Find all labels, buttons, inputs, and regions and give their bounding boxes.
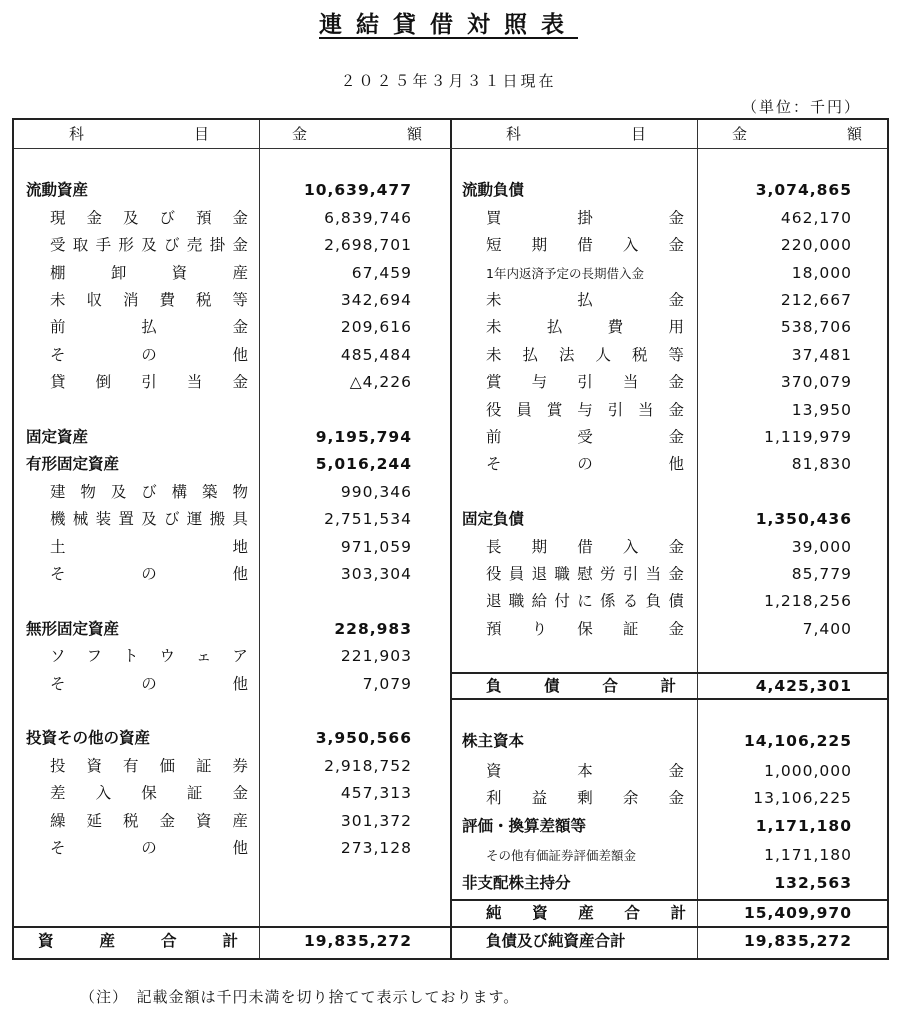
liability-amount: 37,481 [791, 345, 852, 364]
asset-amount: △4,226 [349, 373, 412, 392]
liability-amount: 85,779 [791, 565, 852, 583]
liability-item-name: 賞 与 引 当 金 [486, 373, 684, 392]
asset-amount: 2,918,752 [324, 756, 412, 775]
liability-amount: 1,218,256 [764, 592, 852, 611]
asset-amount: 971,059 [340, 537, 412, 556]
asset-item-name: ソ フ ト ウ ェ ア [50, 647, 248, 666]
liability-amount: 39,000 [791, 537, 852, 556]
liability-item-name: 負債及び純資産合計 [486, 932, 626, 950]
asset-item-name: 流動資産 [26, 181, 89, 200]
asset-item-name: 建 物 及 び 構 築 物 [50, 482, 248, 501]
asset-amount: 301,372 [340, 811, 412, 830]
liability-item-name: 固定負債 [462, 510, 525, 529]
asset-item-name: 有形固定資産 [26, 455, 120, 474]
liability-amount: 15,409,970 [743, 904, 852, 922]
liability-item-name: 純 資 産 合 計 [486, 904, 686, 922]
liability-amount: 4,425,301 [755, 677, 852, 695]
asset-amount: 67,459 [351, 263, 412, 282]
column-divider [259, 120, 260, 958]
asset-amount: 342,694 [340, 291, 412, 309]
balance-sheet-table [12, 118, 889, 960]
liability-item-name: 1年内返済予定の長期借入金 [486, 265, 644, 281]
asset-amount: 2,751,534 [324, 510, 412, 529]
asset-item-name: 投 資 有 価 証 券 [50, 756, 248, 775]
column-divider [697, 120, 698, 958]
asset-amount: 7,079 [362, 674, 412, 693]
liability-amount: 13,106,225 [753, 789, 852, 807]
asset-item-name: そ の 他 [50, 674, 248, 693]
asset-item-name: 差 入 保 証 金 [50, 784, 248, 803]
asset-amount: 457,313 [340, 784, 412, 803]
asset-amount: 485,484 [340, 345, 412, 364]
asset-item-name: 無形固定資産 [26, 619, 120, 638]
asset-item-name: そ の 他 [50, 565, 248, 583]
liability-amount: 1,350,436 [755, 510, 852, 529]
liability-amount: 1,171,180 [755, 817, 852, 835]
liability-amount: 370,079 [780, 373, 852, 392]
footnote: （注） 記載金額は千円未満を切り捨てて表示しております。 [80, 988, 520, 1006]
liability-amount: 1,119,979 [764, 428, 852, 446]
liability-item-name: 未 払 法 人 税 等 [486, 345, 684, 364]
asset-amount: 10,639,477 [303, 181, 412, 200]
header-divider [14, 148, 887, 149]
document-title: 連結貸借対照表 [319, 11, 578, 38]
unit-label: （単位：千円） [741, 98, 861, 116]
left-item-header: 科 目 [69, 125, 209, 143]
asset-item-name: そ の 他 [50, 345, 248, 364]
liability-item-name: 預 り 保 証 金 [486, 619, 684, 638]
asset-item-name: 現 金 及 び 預 金 [50, 208, 248, 227]
liability-amount: 81,830 [791, 455, 852, 474]
liability-amount: 13,950 [791, 400, 852, 419]
asset-amount: 6,839,746 [324, 208, 412, 227]
liability-item-name: 株主資本 [462, 732, 525, 750]
asset-item-name: 未 収 消 費 税 等 [50, 291, 248, 309]
liability-amount: 3,074,865 [755, 181, 852, 200]
asset-item-name: そ の 他 [50, 839, 248, 857]
liability-item-name: 役 員 賞 与 引 当 金 [486, 400, 684, 419]
liability-amount: 19,835,272 [743, 932, 852, 950]
liability-item-name: 退 職 給 付 に 係 る 負 債 [486, 592, 684, 611]
right-amount-header: 金 額 [732, 125, 862, 143]
liability-amount: 1,171,180 [764, 846, 852, 864]
liability-item-name: 前 受 金 [486, 428, 684, 446]
liability-item-name: 未 払 費 用 [486, 318, 684, 337]
asset-amount: 209,616 [340, 318, 412, 337]
asset-item-name: 貸 倒 引 当 金 [50, 373, 248, 392]
center-divider [450, 120, 452, 958]
asset-amount: 19,835,272 [303, 932, 412, 950]
liability-amount: 7,400 [802, 619, 852, 638]
liability-item-name: 流動負債 [462, 181, 525, 200]
asset-item-name: 受 取 手 形 及 び 売 掛 金 [50, 236, 248, 255]
asset-amount: 990,346 [340, 482, 412, 501]
liability-item-name: 非支配株主持分 [462, 874, 571, 892]
liability-item-name: 短 期 借 入 金 [486, 236, 684, 255]
liability-amount: 1,000,000 [764, 762, 852, 780]
liability-amount: 220,000 [780, 236, 852, 255]
liability-item-name: 利 益 剰 余 金 [486, 789, 684, 807]
liability-item-name: 未 払 金 [486, 291, 684, 309]
liability-item-name: 負 債 合 計 [486, 677, 676, 695]
left-amount-header: 金 額 [292, 125, 422, 143]
asset-amount: 3,950,566 [315, 729, 412, 748]
asset-item-name: 機 械 装 置 及 び 運 搬 具 [50, 510, 248, 529]
liability-amount: 18,000 [791, 263, 852, 282]
asset-item-name: 資 産 合 計 [38, 932, 238, 950]
asset-amount: 303,304 [340, 565, 412, 583]
liability-item-name: その他有価証券評価差額金 [486, 848, 637, 863]
asset-amount: 273,128 [340, 839, 412, 857]
liability-item-name: 役 員 退 職 慰 労 引 当 金 [486, 565, 684, 583]
asset-item-name: 前 払 金 [50, 318, 248, 337]
asset-amount: 9,195,794 [315, 428, 412, 446]
liability-amount: 14,106,225 [743, 732, 852, 750]
asset-amount: 2,698,701 [324, 236, 412, 255]
asset-item-name: 棚 卸 資 産 [50, 263, 248, 282]
liability-item-name: 評価・換算差額等 [462, 817, 587, 835]
asset-item-name: 投資その他の資産 [26, 729, 151, 748]
asset-item-name: 繰 延 税 金 資 産 [50, 811, 248, 830]
liability-item-name: 買 掛 金 [486, 208, 684, 227]
asset-item-name: 土 地 [50, 537, 248, 556]
liability-amount: 538,706 [780, 318, 852, 337]
as-of-date: ２０２５年３月３１日現在 [340, 72, 557, 90]
liability-item-name: 長 期 借 入 金 [486, 537, 684, 556]
asset-amount: 5,016,244 [315, 455, 412, 474]
liability-item-name: 資 本 金 [486, 762, 684, 780]
liability-amount: 462,170 [780, 208, 852, 227]
asset-item-name: 固定資産 [26, 428, 89, 446]
asset-amount: 221,903 [340, 647, 412, 666]
liability-amount: 212,667 [780, 291, 852, 309]
liability-item-name: そ の 他 [486, 455, 684, 474]
right-item-header: 科 目 [506, 125, 646, 143]
liability-amount: 132,563 [774, 874, 852, 892]
asset-amount: 228,983 [334, 619, 412, 638]
